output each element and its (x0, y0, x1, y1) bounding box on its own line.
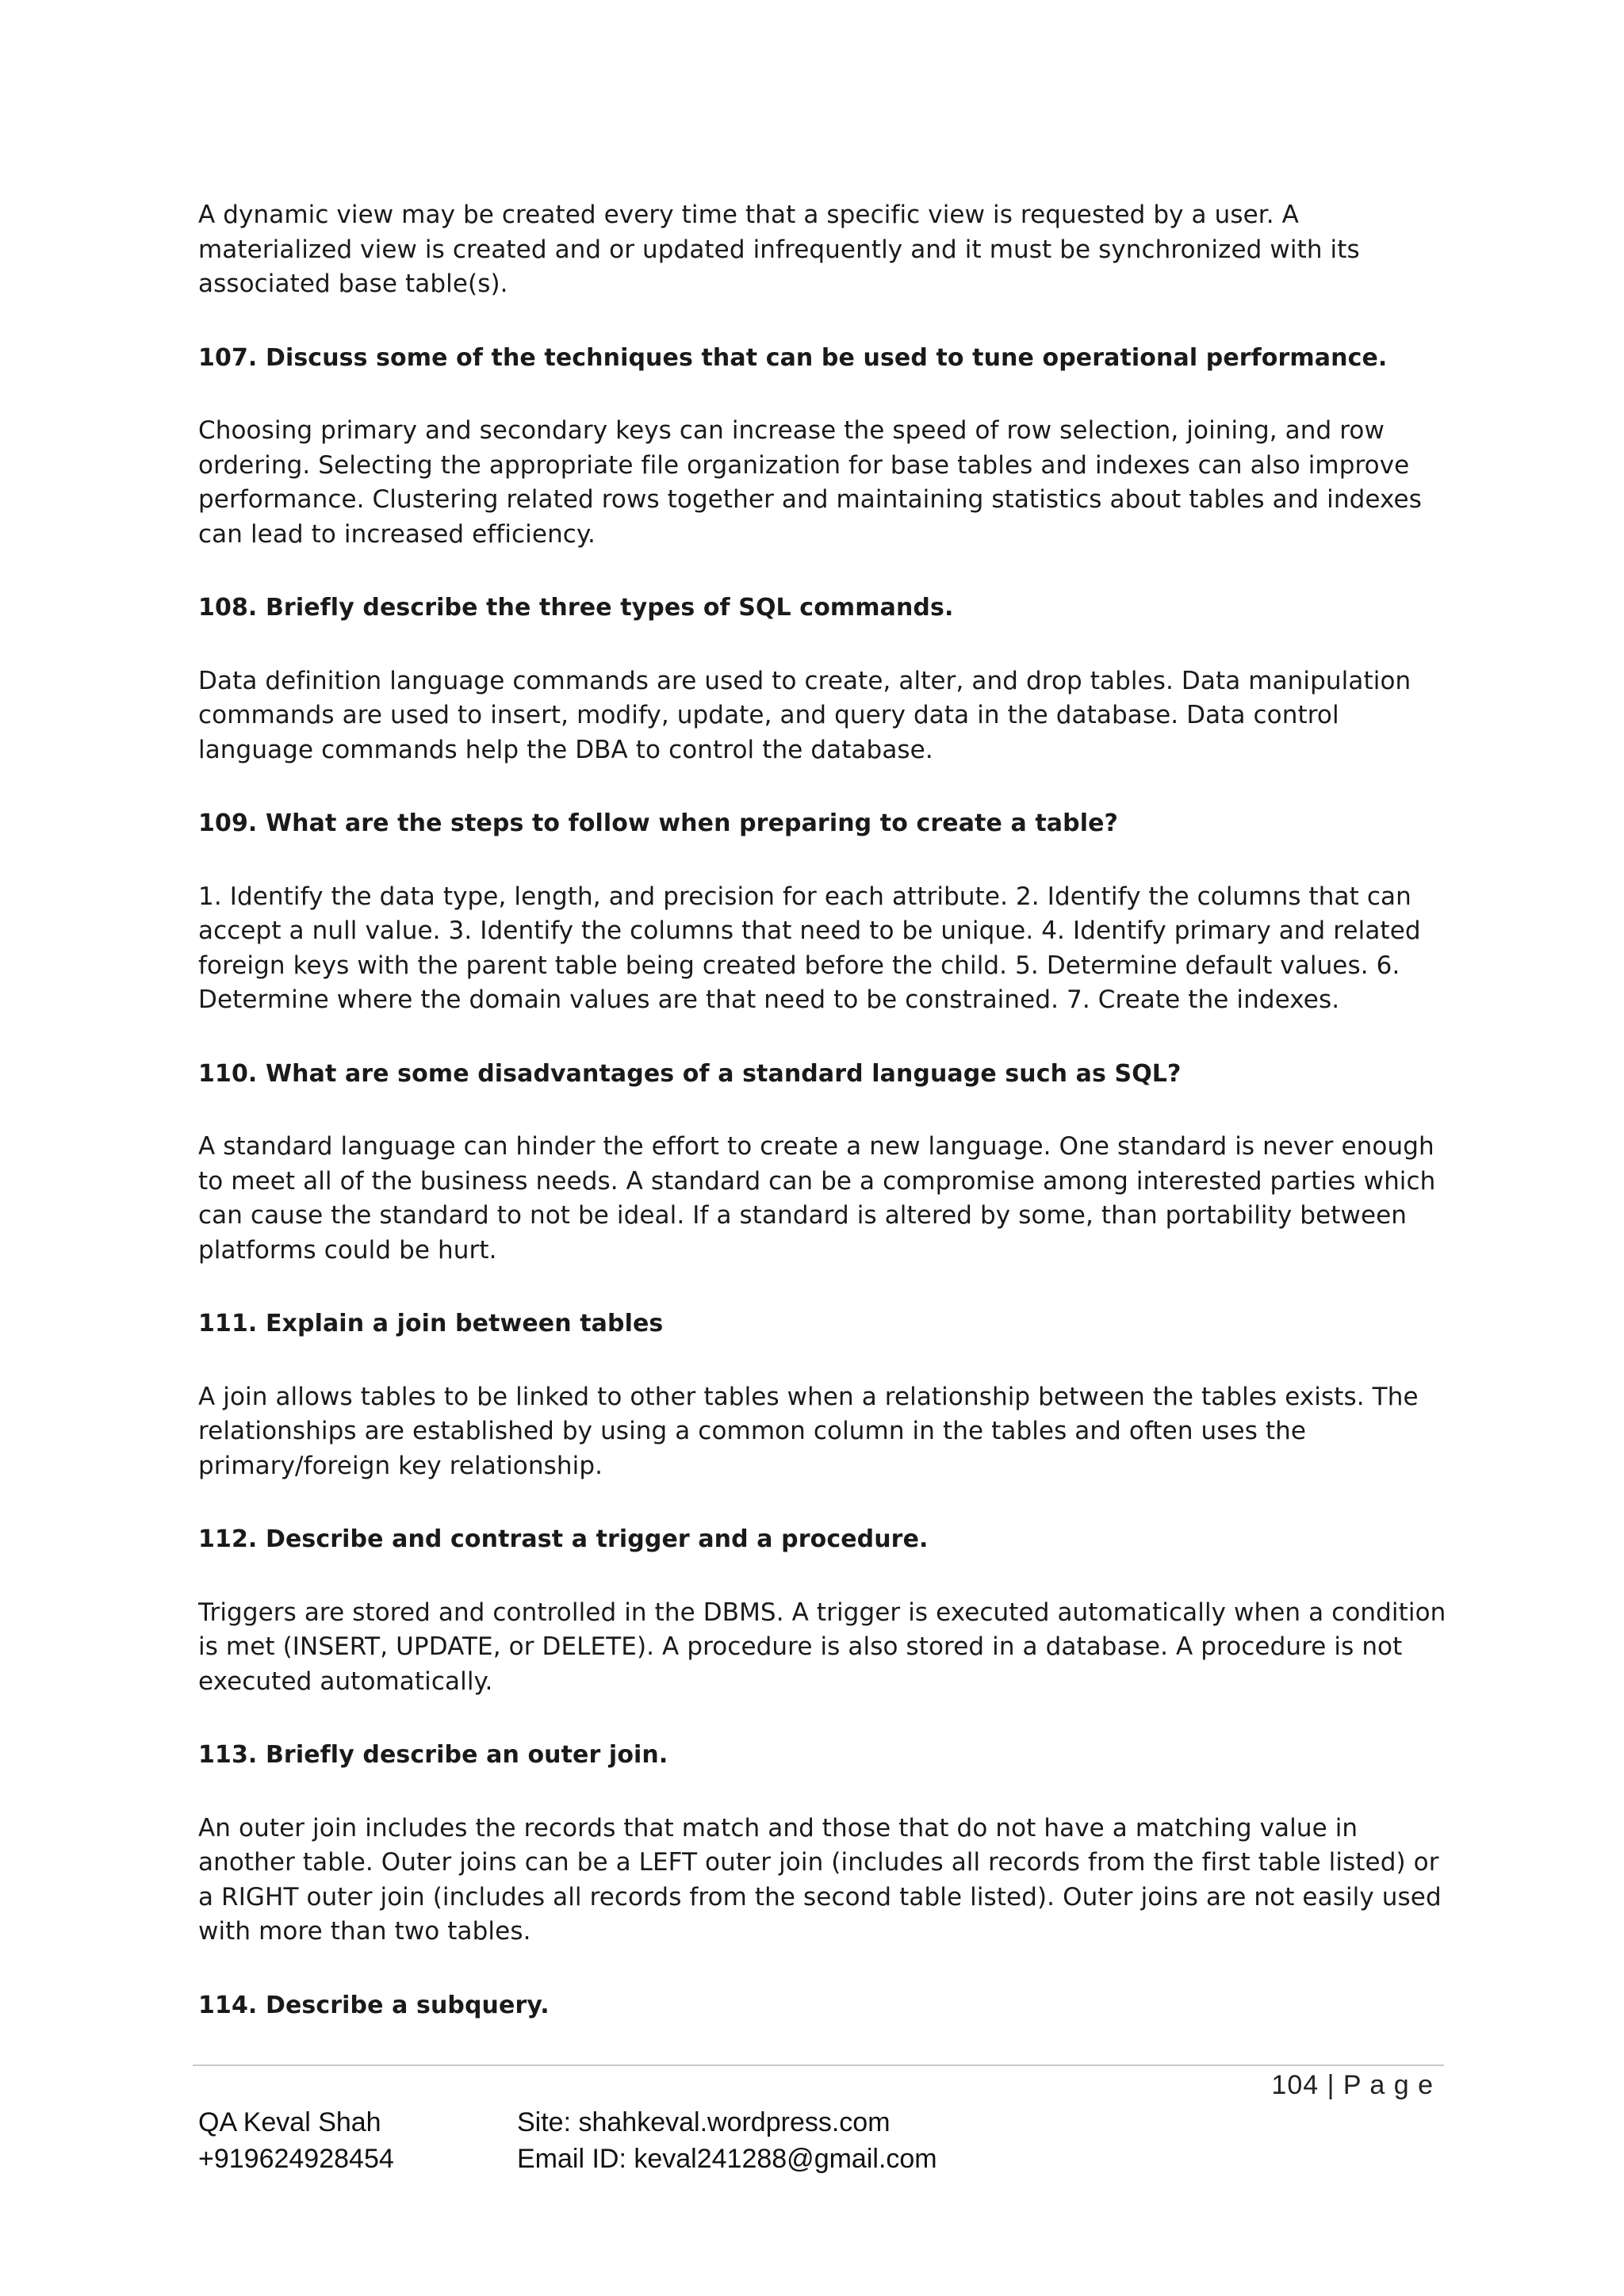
question-heading: 111. Explain a join between tables (198, 1310, 664, 1337)
paragraph: An outer join includes the records that match and those that do not have a matching value in another table. Outer joins can be a LEFT outer join (includes all records from the first table listed) or a RIGHT outer join (includes all records from the second table listed). Outer joins are not easily used with more than two tables. (198, 1813, 1442, 1946)
question-heading: 107. Discuss some of the techniques that can be used to tune operational performance. (198, 343, 1388, 372)
paragraph: Triggers are stored and controlled in the DBMS. A trigger is executed automatically when a condition is met (INSERT, UPDATE, or DELETE). A procedure is also stored in a database. A procedure is not executed automatically. (198, 1598, 1446, 1696)
author-name: QA Keval Shah (198, 2107, 381, 2137)
footer-contact (517, 2104, 937, 2177)
author-phone: +919624928454 (198, 2144, 394, 2174)
question-heading: 108. Briefly describe the three types of SQL commands. (198, 594, 954, 622)
question-heading: 110. What are some disadvantages of a standard language such as SQL? (198, 1059, 1182, 1088)
paragraph: A dynamic view may be created every time that a specific view is requested by a user. A materialized view is created and or updated infrequently and it must be synchronized with its associated base table(s). (198, 201, 1360, 298)
page-number: 104 | P a g e (1271, 2070, 1434, 2100)
email-link[interactable]: Email ID: keval241288@gmail.com (517, 2144, 937, 2174)
paragraph: Data definition language commands are used to create, alter, and drop tables. Data manipulation commands are used to insert, modify, update, and query data in the database. Data control language commands help the DBA to control the database. (198, 666, 1411, 764)
footer-author (198, 2104, 394, 2177)
question-heading: 114. Describe a subquery. (198, 1991, 550, 2019)
question-heading: 113. Briefly describe an outer join. (198, 1741, 668, 1769)
question-heading: 112. Describe and contrast a trigger and a procedure. (198, 1525, 929, 1553)
footer-divider (193, 2064, 1444, 2066)
paragraph: A join allows tables to be linked to other tables when a relationship between the tables exists. The relationships are established by using a common column in the tables and often uses the primary/foreign key relationship. (198, 1382, 1419, 1480)
paragraph: A standard language can hinder the effort to create a new language. One standard is never enough to meet all of the business needs. A standard can be a compromise among interested parties which can cause the standard to not be ideal. If a standard is altered by some, than portability between platforms could be hurt. (198, 1132, 1436, 1265)
site-link[interactable]: Site: shahkeval.wordpress.com (517, 2107, 891, 2137)
paragraph: Choosing primary and secondary keys can increase the speed of row selection, joining, and row ordering. Selecting the appropriate file organization for base tables and indexes can also improve performance. Clustering related rows together and maintaining statistics about tables and indexes can lead to increased efficiency. (198, 416, 1422, 549)
paragraph: 1. Identify the data type, length, and precision for each attribute. 2. Identify the columns that can accept a null value. 3. Identify the columns that need to be unique. 4. Identify primary and related foreign keys with the parent table being created before the child. 5. Determine default values. 6. Determine where the domain values are that need to be constrained. 7. Create the indexes. (198, 882, 1421, 1014)
question-heading: 109. What are the steps to follow when preparing to create a table? (198, 809, 1119, 837)
page-content (198, 198, 1451, 2061)
